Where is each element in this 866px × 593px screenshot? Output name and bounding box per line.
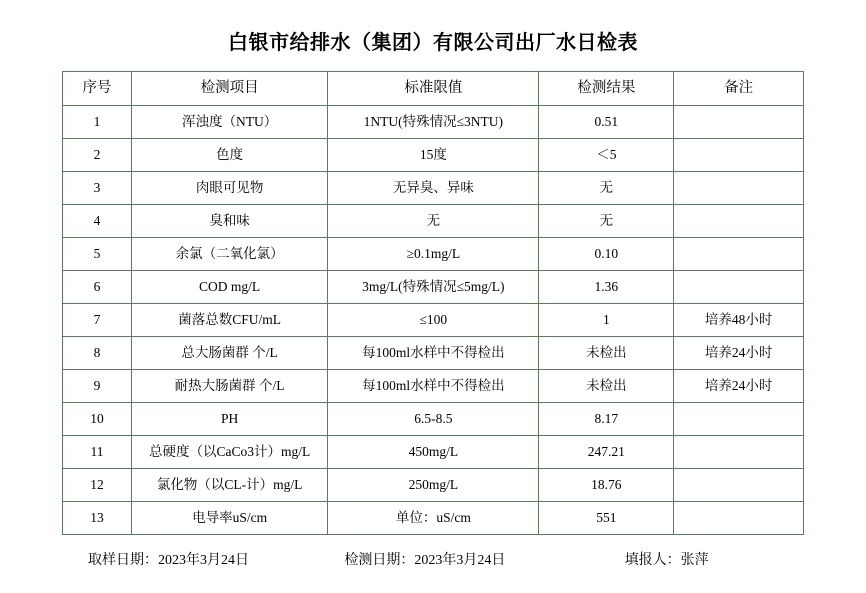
report-table-container	[0, 71, 866, 535]
cell-no: 3	[63, 172, 132, 205]
cell-no: 9	[63, 370, 132, 403]
cell-remark	[674, 106, 804, 139]
table-row	[63, 238, 804, 271]
cell-remark: 培养24小时	[674, 370, 804, 403]
cell-std: 每100ml水样中不得检出	[328, 337, 539, 370]
cell-result: 0.10	[539, 238, 674, 271]
table-row	[63, 403, 804, 436]
cell-no: 7	[63, 304, 132, 337]
cell-std: 3mg/L(特殊情况≤5mg/L)	[328, 271, 539, 304]
cell-no: 12	[63, 469, 132, 502]
cell-item: 耐热大肠菌群 个/L	[131, 370, 327, 403]
cell-std: 单位：uS/cm	[328, 502, 539, 535]
cell-result: 未检出	[539, 337, 674, 370]
cell-no: 10	[63, 403, 132, 436]
cell-item: 总大肠菌群 个/L	[131, 337, 327, 370]
page-title: 白银市给排水（集团）有限公司出厂水日检表	[228, 32, 638, 54]
water-quality-report-table	[62, 71, 804, 535]
cell-remark: 培养48小时	[674, 304, 804, 337]
table-row	[63, 436, 804, 469]
table-body	[63, 106, 804, 535]
column-header-result: 检测结果	[539, 72, 674, 106]
table-row	[63, 469, 804, 502]
table-row	[63, 337, 804, 370]
cell-result: 247.21	[539, 436, 674, 469]
table-header-row	[63, 72, 804, 106]
cell-remark	[674, 403, 804, 436]
cell-item: 余氯（二氧化氯）	[131, 238, 327, 271]
cell-result: 无	[539, 205, 674, 238]
document-footer	[0, 535, 866, 569]
cell-result: 无	[539, 172, 674, 205]
cell-no: 1	[63, 106, 132, 139]
cell-item: 臭和味	[131, 205, 327, 238]
table-row	[63, 139, 804, 172]
cell-result: 0.51	[539, 106, 674, 139]
cell-no: 11	[63, 436, 132, 469]
cell-item: 氯化物（以CL-计）mg/L	[131, 469, 327, 502]
cell-remark: 培养24小时	[674, 337, 804, 370]
column-header-item: 检测项目	[131, 72, 327, 106]
cell-item: 肉眼可见物	[131, 172, 327, 205]
cell-std: 6.5-8.5	[328, 403, 539, 436]
column-header-no: 序号	[63, 72, 132, 106]
cell-item: 色度	[131, 139, 327, 172]
table-row	[63, 172, 804, 205]
table-row	[63, 205, 804, 238]
table-row	[63, 271, 804, 304]
cell-remark	[674, 205, 804, 238]
cell-std: ≥0.1mg/L	[328, 238, 539, 271]
cell-no: 4	[63, 205, 132, 238]
cell-item: 菌落总数CFU/mL	[131, 304, 327, 337]
cell-result: 551	[539, 502, 674, 535]
column-header-remark: 备注	[674, 72, 804, 106]
cell-item: PH	[131, 403, 327, 436]
table-row	[63, 370, 804, 403]
cell-result: ＜5	[539, 139, 674, 172]
column-header-std: 标准限值	[328, 72, 539, 106]
cell-no: 2	[63, 139, 132, 172]
cell-std: 250mg/L	[328, 469, 539, 502]
cell-std: 1NTU(特殊情况≤3NTU)	[328, 106, 539, 139]
table-row	[63, 106, 804, 139]
cell-std: 无	[328, 205, 539, 238]
cell-result: 8.17	[539, 403, 674, 436]
cell-no: 5	[63, 238, 132, 271]
cell-no: 8	[63, 337, 132, 370]
table-header	[63, 72, 804, 106]
cell-item: 总硬度（以CaCo3计）mg/L	[131, 436, 327, 469]
cell-result: 18.76	[539, 469, 674, 502]
table-row	[63, 502, 804, 535]
cell-remark	[674, 238, 804, 271]
cell-item: 电导率uS/cm	[131, 502, 327, 535]
cell-remark	[674, 139, 804, 172]
cell-std: 每100ml水样中不得检出	[328, 370, 539, 403]
cell-remark	[674, 271, 804, 304]
testing-date: 检测日期：2023年3月24日	[344, 553, 506, 568]
cell-remark	[674, 469, 804, 502]
cell-std: ≤100	[328, 304, 539, 337]
sampling-date: 取样日期：2023年3月24日	[88, 553, 249, 568]
cell-item: COD mg/L	[131, 271, 327, 304]
cell-result: 1	[539, 304, 674, 337]
cell-result: 1.36	[539, 271, 674, 304]
cell-std: 15度	[328, 139, 539, 172]
cell-remark	[674, 502, 804, 535]
reporter-name: 填报人：张萍	[624, 553, 709, 568]
cell-item: 浑浊度（NTU）	[131, 106, 327, 139]
cell-no: 6	[63, 271, 132, 304]
cell-remark	[674, 172, 804, 205]
cell-no: 13	[63, 502, 132, 535]
cell-std: 450mg/L	[328, 436, 539, 469]
table-row	[63, 304, 804, 337]
cell-result: 未检出	[539, 370, 674, 403]
cell-remark	[674, 436, 804, 469]
cell-std: 无异臭、异味	[328, 172, 539, 205]
